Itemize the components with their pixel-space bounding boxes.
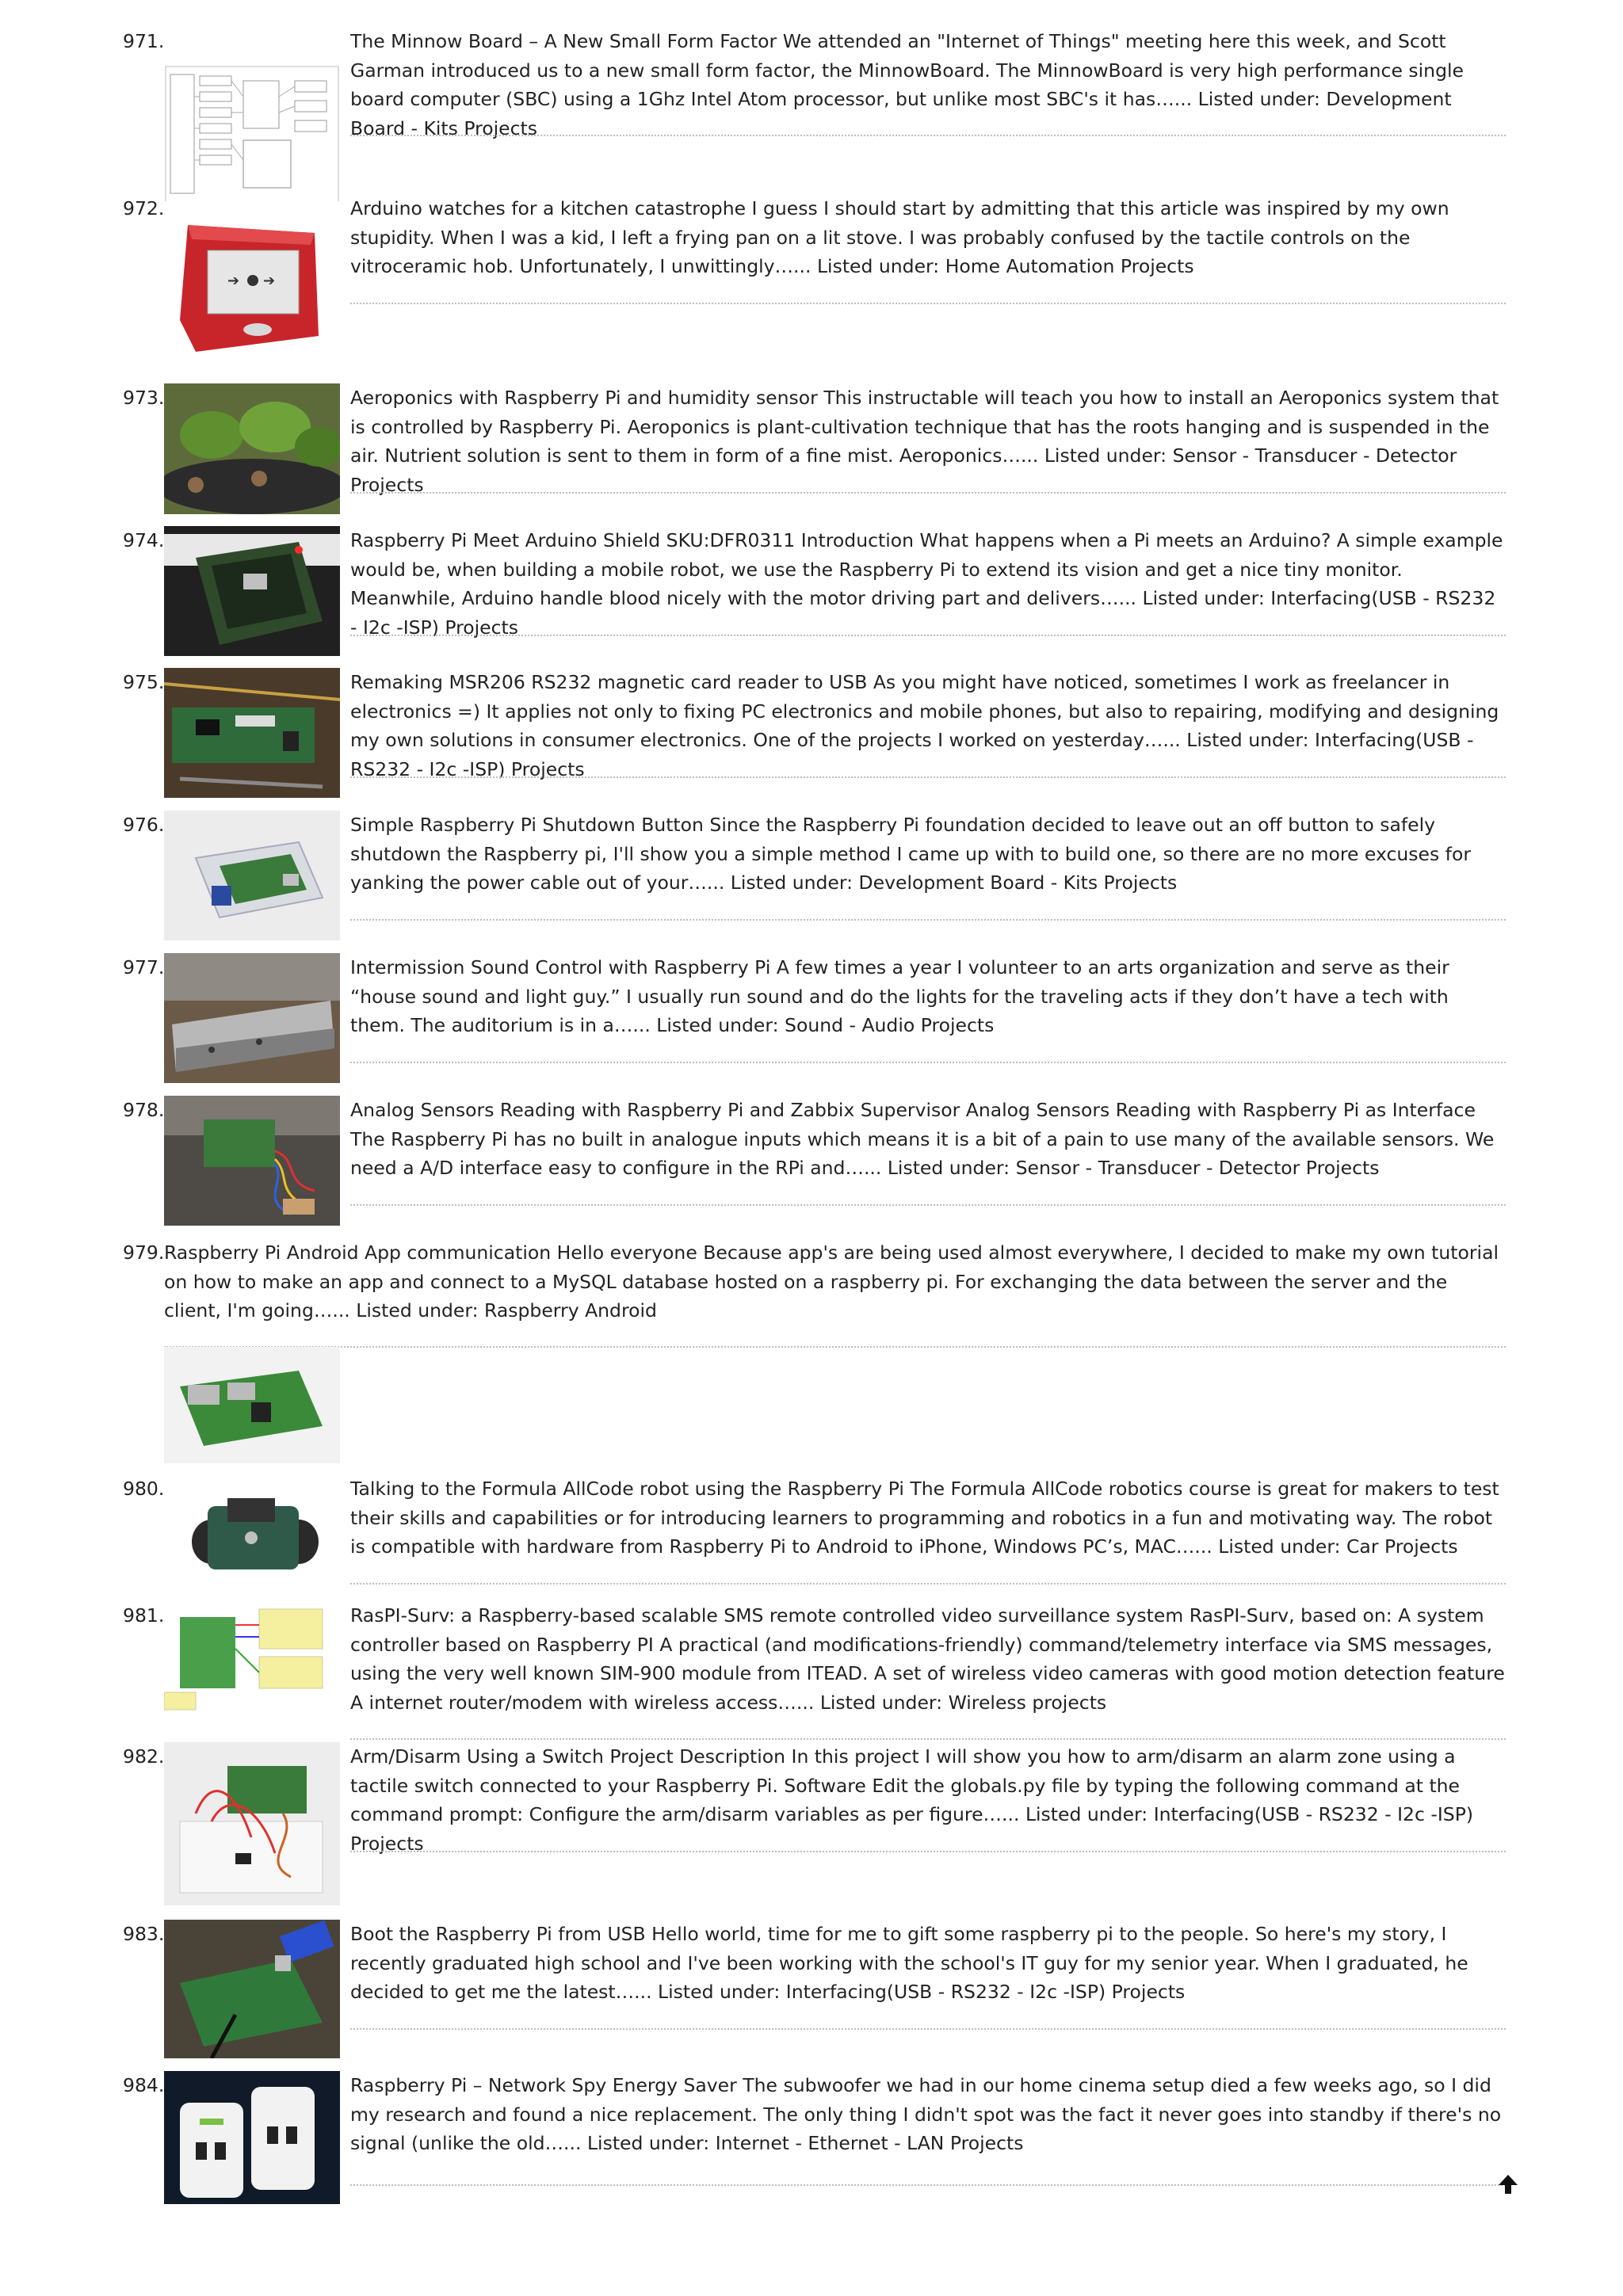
listed-under-label: Listed under: <box>819 1691 943 1714</box>
item-separator <box>350 1851 1506 1852</box>
svg-text:➔: ➔ <box>263 273 276 289</box>
svg-text:➔: ➔ <box>227 273 240 289</box>
listed-under-label: Listed under: <box>1218 1535 1341 1558</box>
item-category-link[interactable]: Interfacing(USB - RS232 - I2c -ISP) Projects <box>350 587 1496 639</box>
item-description <box>350 27 1507 143</box>
item-number: 977. <box>123 956 165 978</box>
item-separator <box>164 1346 1506 1348</box>
item-title-link[interactable]: Analog Sensors Reading with Raspberry Pi and Zabbix Supervisor <box>350 1099 960 1121</box>
item-number: 973. <box>123 387 165 409</box>
item-number: 979. <box>123 1241 165 1264</box>
item-description <box>350 526 1507 642</box>
item-title-link[interactable]: Boot the Raspberry Pi from USB <box>350 1923 646 1945</box>
audio-rack-image <box>164 953 340 1083</box>
item-description <box>350 810 1507 898</box>
item-excerpt: As you might have noticed, sometimes I work as freelancer in electronics =) It applies not only to fixing PC electronics and mobile phones, but also to repairing, modifying and designing my own solutions in consumer electronics. One of the projects I worked on yesterday…... <box>350 671 1499 751</box>
item-thumbnail[interactable] <box>164 668 340 798</box>
item-separator <box>350 1062 1506 1063</box>
item-thumbnail[interactable] <box>164 65 340 209</box>
item-excerpt: We attended an "Internet of Things" meeting here this week, and Scott Garman introduced us to a new small form factor, the MinnowBoard. The MinnowBoard is very high performance single board computer (SBC) using a 1Ghz Intel Atom processor, but unlike most SBC's it has…... <box>350 30 1464 110</box>
item-number: 972. <box>123 197 165 219</box>
item-title-link[interactable]: Raspberry Pi Meet Arduino Shield SKU:DFR0311 <box>350 529 796 551</box>
item-separator <box>350 776 1506 778</box>
item-separator <box>350 492 1506 494</box>
listed-under-label: Listed under: <box>1197 88 1320 110</box>
item-description <box>350 1096 1507 1183</box>
item-number: 984. <box>123 2074 165 2096</box>
item-thumbnail[interactable] <box>164 2071 340 2204</box>
listed-under-label: Listed under: <box>1186 729 1309 751</box>
listed-under-label: Listed under: <box>887 1157 1010 1179</box>
allcode-robot-image <box>164 1474 340 1595</box>
item-number: 978. <box>123 1099 165 1121</box>
wiring-diagram-image <box>164 1601 340 1712</box>
item-category-link[interactable]: Raspberry Android <box>484 1299 657 1322</box>
item-category-link[interactable]: Development Board - Kits Projects <box>858 871 1178 894</box>
item-excerpt: Analog Sensors Reading with Raspberry Pi as Interface The Raspberry Pi has no built in analogue inputs which means it is a bit of a pain to use many of the available sensors. We need a A/D interface easy to configure in the RPi and…... <box>350 1099 1495 1179</box>
item-title-link[interactable]: Arm/Disarm Using a Switch <box>350 1745 604 1768</box>
item-number: 982. <box>123 1745 165 1768</box>
item-category-link[interactable]: Interfacing(USB - RS232 - I2c -ISP) Projects <box>350 1803 1474 1855</box>
item-category-link[interactable]: Sound - Audio Projects <box>785 1014 995 1036</box>
item-thumbnail[interactable] <box>164 526 340 656</box>
plants-image <box>164 383 340 514</box>
item-description <box>350 194 1507 281</box>
listed-under-label: Listed under: <box>730 871 854 894</box>
item-title-link[interactable]: Intermission Sound Control with Raspberry Pi <box>350 956 771 978</box>
item-number: 980. <box>123 1478 165 1500</box>
fire-alarm-image <box>164 201 340 358</box>
item-description <box>350 383 1507 499</box>
item-excerpt: This instructable will teach you how to install an Aeroponics system that is controlled by Raspberry Pi. Aeroponics is plant-cultivation technique that has the roots hanging and is suspended in the air. Nutrient solution is sent to them in form of a fine mist. Aeroponics…... <box>350 387 1499 467</box>
item-thumbnail[interactable] <box>164 1601 340 1712</box>
item-title-link[interactable]: The Minnow Board – A New Small Form Factor <box>350 30 777 52</box>
item-separator <box>350 1204 1506 1206</box>
item-title-link[interactable]: RasPI-Surv: a Raspberry-based scalable SMS remote controlled video surveillance system <box>350 1604 1184 1627</box>
item-category-link[interactable]: Sensor - Transducer - Detector Projects <box>1015 1157 1380 1179</box>
item-separator <box>350 135 1506 136</box>
item-description <box>350 1474 1507 1562</box>
card-reader-board-image <box>164 668 340 798</box>
item-number: 976. <box>123 814 165 836</box>
breadboard-image <box>164 1742 340 1905</box>
item-thumbnail[interactable] <box>164 383 340 514</box>
item-number: 981. <box>123 1604 165 1627</box>
item-excerpt: Hello world, time for me to gift some raspberry pi to the people. So here's my story, I recently graduated high school and I've been working with the school's IT guy for my senior year. When I graduated, he decided to get me the latest…... <box>350 1923 1468 2003</box>
item-excerpt: Project Description In this project I will show you how to arm/disarm an alarm zone using a tactile switch connected to your Raspberry Pi. Software Edit the globals.py file by typing the following command at the command prompt: Configure the arm/disarm variables as per figure…... <box>350 1745 1461 1825</box>
power-adapters-image <box>164 2071 340 2204</box>
item-separator <box>350 1583 1506 1585</box>
item-title-link[interactable]: Arduino watches for a kitchen catastrophe <box>350 197 747 219</box>
block-diagram-image <box>164 65 340 209</box>
item-title-link[interactable]: Simple Raspberry Pi Shutdown Button <box>350 814 704 836</box>
item-excerpt: A few times a year I volunteer to an arts organization and serve as their “house sound and light guy.” I usually run sound and do the lights for the traveling acts if they don’t have a tech with them. The auditorium is in a…... <box>350 956 1449 1036</box>
item-separator <box>350 303 1506 304</box>
item-thumbnail[interactable] <box>164 953 340 1083</box>
item-number: 975. <box>123 671 165 693</box>
item-separator <box>350 2028 1506 2030</box>
listed-under-label: Listed under: <box>816 255 940 277</box>
listed-under-label: Listed under: <box>1044 444 1167 467</box>
pi-board-image <box>164 1347 340 1463</box>
item-description <box>350 1920 1507 2007</box>
item-excerpt: Since the Raspberry Pi foundation decided to leave out an off button to safely shutdown the Raspberry pi, I'll show you a simple method I came up with to build one, so there are no more excuses for yanking the power cable out of your…... <box>350 814 1471 894</box>
item-excerpt: The Formula AllCode robotics course is great for makers to test their skills and capabilities or for introducing learners to programming and robotics in a fun and motivating way. The robot is compatible with hardware from Raspberry Pi to Android to iPhone, Windows PC’s, MAC…... <box>350 1478 1499 1558</box>
item-title-link[interactable]: Talking to the Formula AllCode robot using the Raspberry Pi <box>350 1478 904 1500</box>
item-title-link[interactable]: Raspberry Pi – Network Spy Energy Saver <box>350 2074 737 2096</box>
item-thumbnail[interactable] <box>164 1347 340 1463</box>
item-category-link[interactable]: Interfacing(USB - RS232 - I2c -ISP) Projects <box>350 729 1474 780</box>
item-thumbnail[interactable] <box>164 1920 340 2058</box>
item-title-link[interactable]: Raspberry Pi Android App communication <box>164 1241 552 1264</box>
item-category-link[interactable]: Sensor - Transducer - Detector Projects <box>350 444 1457 496</box>
listed-under-label: Listed under: <box>586 2132 710 2154</box>
item-description <box>164 1238 1505 1325</box>
item-excerpt: The subwoofer we had in our home cinema setup died a few weeks ago, so I did my research and found a nice replacement. The only thing I didn't spot was the fact it never goes into standby if there's no signal (unlike the old…... <box>350 2074 1502 2154</box>
listed-under-label: Listed under: <box>658 1981 781 2003</box>
pi-clear-case-image <box>164 810 340 940</box>
item-separator <box>350 919 1506 921</box>
item-thumbnail[interactable] <box>164 201 340 358</box>
item-separator <box>350 635 1506 636</box>
pi-arduino-shield-image <box>164 526 340 656</box>
item-excerpt: RasPI-Surv, based on: A system controller based on Raspberry PI A practical (and modifications-friendly) command/telemetry interface via SMS messages, using the very well known SIM-900 module from ITEAD. A set of wireless video cameras with good motion detection feature A internet router/modem with wireless access…... <box>350 1604 1505 1714</box>
item-description <box>350 953 1507 1040</box>
item-excerpt: Hello everyone Because app's are being used almost everywhere, I decided to make my own tutorial on how to make an app and connect to a MySQL database hosted on a raspberry pi. For exchanging the data between the server and the client, I'm going…... <box>164 1241 1499 1322</box>
scroll-to-top-button[interactable] <box>1496 2172 1520 2196</box>
item-thumbnail[interactable] <box>164 1474 340 1595</box>
item-thumbnail[interactable] <box>164 1742 340 1905</box>
listed-under-label: Listed under: <box>356 1299 479 1322</box>
listed-under-label: Listed under: <box>1142 587 1265 609</box>
item-category-link[interactable]: Wireless projects <box>948 1691 1107 1714</box>
item-category-link[interactable]: Development Board - Kits Projects <box>350 88 1452 139</box>
item-category-link[interactable]: Car Projects <box>1346 1535 1458 1558</box>
listed-under-label: Listed under: <box>1025 1803 1148 1825</box>
item-description <box>350 668 1507 784</box>
item-description <box>350 1601 1507 1717</box>
item-excerpt: I guess I should start by admitting that this article was inspired by my own stupidity. When I was a kid, I left a frying pan on a lit stove. I was probably confused by the tactile controls on the vitroceramic hob. Unfortunately, I unwittingly…... <box>350 197 1449 277</box>
item-title-link[interactable]: Aeroponics with Raspberry Pi and humidity sensor <box>350 387 818 409</box>
item-number: 974. <box>123 529 165 551</box>
item-description <box>350 2071 1507 2158</box>
item-thumbnail[interactable] <box>164 810 340 940</box>
item-category-link[interactable]: Internet - Ethernet - LAN Projects <box>715 2132 1024 2154</box>
pi-wires-image <box>164 1096 340 1226</box>
item-title-link[interactable]: Remaking MSR206 RS232 magnetic card reader to USB <box>350 671 868 693</box>
item-number: 983. <box>123 1923 165 1945</box>
item-thumbnail[interactable] <box>164 1096 340 1226</box>
item-category-link[interactable]: Home Automation Projects <box>945 255 1194 277</box>
item-description <box>350 1742 1507 1858</box>
pi-usb-image <box>164 1920 340 2058</box>
arrow-up-icon <box>1496 2172 1520 2196</box>
listed-under-label: Listed under: <box>656 1014 779 1036</box>
item-number: 971. <box>123 30 165 52</box>
item-excerpt: Introduction What happens when a Pi meets an Arduino? A simple example would be, when building a mobile robot, we use the Raspberry Pi to extend its vision and get a nice tiny monitor. Meanwhile, Arduino handle blood nicely with the motor driving part and delivers…... <box>350 529 1503 609</box>
item-separator <box>350 2184 1506 2186</box>
item-separator <box>350 1738 1506 1740</box>
item-category-link[interactable]: Interfacing(USB - RS232 - I2c -ISP) Projects <box>785 1981 1186 2003</box>
